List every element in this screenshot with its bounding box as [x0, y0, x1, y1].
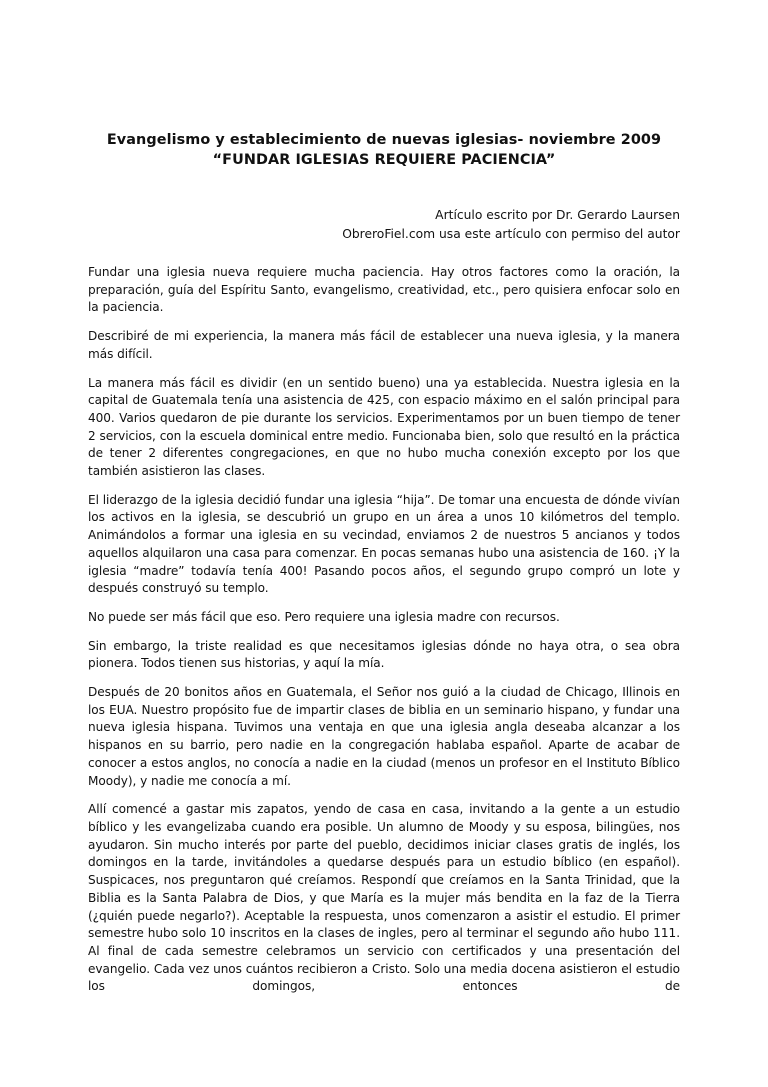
paragraph-6: Sin embargo, la triste realidad es que necesitamos iglesias dónde no haya otra, o sea obra pionera. Todos tienen sus historias, y aquí la mía. — [88, 638, 680, 671]
title-line-1: Evangelismo y establecimiento de nuevas iglesias- noviembre 2009 — [106, 132, 662, 148]
author-line: Artículo escrito por Dr. Gerardo Laursen — [435, 208, 680, 222]
article-body — [88, 264, 680, 996]
paragraph-5: No puede ser más fácil que eso. Pero requiere una iglesia madre con recursos. — [88, 609, 560, 624]
paragraph-3: La manera más fácil es dividir (en un sentido bueno) una ya establecida. Nuestra iglesia en la capital de Guatemala tenía una asistencia de 425, con espacio máximo en el salón principal para 400. Varios quedaron de pie durante los servicios. Experimentamos por un buen tiempo de tener 2 servicios, con la escuela dominical entre medio. Funcionaba bien, solo que resultó en la práctica de tener 2 diferentes congregaciones, en que no hubo mucha conexión excepto por los que también asistieron las clases. — [88, 375, 680, 479]
paragraph-7: Después de 20 bonitos años en Guatemala, el Señor nos guió a la ciudad de Chicago, Illinois en los EUA. Nuestro propósito fue de impartir clases de biblia en un seminario hispano, y fundar una nueva iglesia hispana. Tuvimos una ventaja en que una iglesia angla deseaba alcanzar a los hispanos en su barrio, pero nadie en la congregación hablaba español. Aparte de acabar de conocer a estos anglos, no conocía a nadie en la ciudad (menos un profesor en el Instituto Bíblico Moody), y nadie me conocía a mí. — [88, 685, 680, 788]
permission-line: ObreroFiel.com usa este artículo con permiso del autor — [342, 227, 680, 241]
paragraph-1: Fundar una iglesia nueva requiere mucha paciencia. Hay otros factores como la oración, la preparación, guía del Espíritu Santo, evangelismo, creatividad, etc., pero quisiera enfocar solo en la paciencia. — [88, 265, 680, 315]
byline — [260, 206, 680, 244]
title-line-2: “FUNDAR IGLESIAS REQUIERE PACIENCIA” — [212, 152, 556, 168]
document-title — [70, 130, 698, 170]
paragraph-8: Allí comencé a gastar mis zapatos, yendo de casa en casa, invitando a la gente a un estudio bíblico y les evangelizaba cuando era posible. Un alumno de Moody y su esposa, bilingües, nos ayudaron. Sin mucho interés por parte del pueblo, decidimos iniciar clases gratis de inglés, los domingos en la tarde, invitándoles a quedarse después para un estudio bíblico (en español). Suspicaces, nos preguntaron qué creíamos. Respondí que creíamos en la Santa Trinidad, que la Biblia es la Santa Palabra de Dios, y que María es la mujer más bendita en la faz de la Tierra (¿quién puede negarlo?). Aceptable la respuesta, unos comenzaron a asistir el estudio. El primer semestre hubo solo 10 inscritos en la clases de ingles, pero al terminar el segundo año hubo 111. Al final de cada semestre celebramos un servicio con certificados y una presentación del evangelio. Cada vez unos cuántos recibieron a Cristo. Solo una media docena asistieron el estudio los domingos, entonces de — [88, 802, 680, 994]
paragraph-2: Describiré de mi experiencia, la manera más fácil de establecer una nueva iglesia, y la manera más difícil. — [88, 329, 680, 361]
paragraph-4: El liderazgo de la iglesia decidió fundar una iglesia “hija”. De tomar una encuesta de dónde vivían los activos en la iglesia, se descubrió un grupo en un área a unos 10 kilómetros del templo. Animándolos a formar una iglesia en su vecindad, enviamos 2 de nuestros 5 ancianos y todos aquellos alquilaron una casa para comenzar. En pocas semanas hubo una asistencia de 160. ¡Y la iglesia “madre” todavía tenía 400! Pasando pocos años, el segundo grupo compró un lote y después construyó su templo. — [88, 492, 680, 596]
